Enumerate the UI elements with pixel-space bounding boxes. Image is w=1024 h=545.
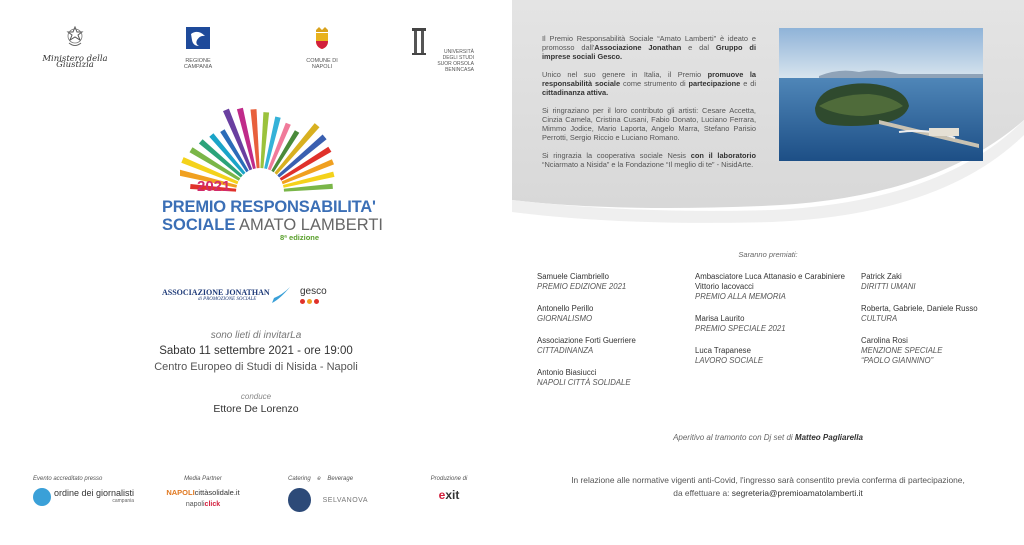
gesco-dots-icon xyxy=(300,299,327,304)
awardee-entry xyxy=(537,336,682,356)
awardee-category: PREMIO ALLA MEMORIA xyxy=(695,292,786,301)
intro-paragraph-2: Unico nel suo genere in Italia, il Premio promuove la responsabilità sociale come strumento di partecipazione e di cittadinanza attiva. xyxy=(542,70,756,97)
exit-e: e xyxy=(438,488,446,502)
comune-caption: COMUNE DI NAPOLI xyxy=(306,58,338,70)
ordine-region: campania xyxy=(112,498,135,504)
awardee-category: DIRITTI UMANI xyxy=(861,282,916,291)
premio-title xyxy=(162,198,383,234)
regione-shield-icon xyxy=(185,26,211,50)
regione-caption: REGIONE CAMPANIA xyxy=(183,58,213,70)
napoli-click-logo xyxy=(158,501,248,508)
awardee-entry xyxy=(695,346,845,366)
awardee-name: Associazione Forti Guerriere xyxy=(537,336,636,345)
awardee-entry xyxy=(537,368,682,388)
jonathan-name: ASSOCIAZIONE JONATHAN xyxy=(162,288,270,297)
catering-circle-logo-icon xyxy=(288,488,311,512)
regione-logo xyxy=(178,26,218,70)
awardee-category: CITTADINANZA xyxy=(537,346,594,355)
awardee-category: LAVORO SOCIALE xyxy=(695,356,764,365)
awardee-entry xyxy=(537,304,682,324)
awardee-name: Patrick Zaki xyxy=(861,272,902,281)
selvanova-logo: SELVANOVA xyxy=(322,496,368,504)
covid-line-1: In relazione alle normative vigenti anti-Covid, l'ingresso sarà consentito previa conferma di partecipazione, xyxy=(571,475,965,485)
associazione-jonathan-logo xyxy=(162,288,282,302)
awardee-category: PREMIO EDIZIONE 2021 xyxy=(537,282,627,291)
napoli-click-word-b: click xyxy=(204,501,221,508)
awardee-entry xyxy=(695,314,845,334)
media-partner-block xyxy=(158,476,248,508)
awardee-category: GIORNALISMO xyxy=(537,314,593,323)
media-partner-label: Media Partner xyxy=(184,476,222,482)
covid-line-2: da effettuare a: segreteria@premioamatolamberti.it xyxy=(673,488,863,498)
awardee-entry xyxy=(861,272,1011,292)
awardee-name: Roberta, Gabriele, Daniele Russo xyxy=(861,304,978,313)
comune-crest-icon xyxy=(313,26,331,50)
edition-label: 8ª edizione xyxy=(280,233,320,242)
gesco-name: gesco xyxy=(300,286,327,297)
premio-title-line2 xyxy=(162,216,383,234)
ministero-logo xyxy=(30,26,120,68)
intro-paragraph-4: Si ringrazia la cooperativa sociale Nesis con il laboratorio “Nciarmato a Nisida” e la Fondazione “Il meglio di te” - NisidArte. xyxy=(542,151,756,169)
napoli-word: NAPOLI xyxy=(166,488,195,497)
universita-tower-icon xyxy=(410,26,430,56)
italy-emblem-icon xyxy=(66,26,84,48)
awardees-column-1 xyxy=(537,272,682,400)
jonathan-swoosh-icon xyxy=(270,285,292,305)
awardee-category-extra: “PAOLO GIANNINO” xyxy=(861,356,934,365)
citta-solidale-word: cittàsolidale.it xyxy=(194,488,240,497)
awardee-entry xyxy=(861,304,1011,324)
awardee-name: Carolina Rosi xyxy=(861,336,908,345)
awardee-entry xyxy=(861,336,1011,366)
premio-title-sociale: SOCIALE xyxy=(162,216,236,234)
invite-date: Sabato 11 settembre 2021 - ore 19:00 xyxy=(159,345,353,357)
awardee-category: NAPOLI CITTÀ SOLIDALE xyxy=(537,378,631,387)
intro-paragraph-1: Il Premio Responsabilità Sociale “Amato Lamberti” è ideato e promosso dall'Associazione Jonathan e dal Gruppo di imprese sociali Gesco. xyxy=(542,34,756,61)
exit-logo xyxy=(424,488,474,502)
invite-lieti: sono lieti di invitarLa xyxy=(210,330,302,341)
covid-notice xyxy=(512,474,1024,500)
jonathan-subtitle: di PROMOZIONE SOCIALE xyxy=(198,297,257,302)
awardee-name: Ambasciatore Luca Attanasio e Carabiniere Vittorio Iacovacci xyxy=(695,272,845,291)
awardee-name: Samuele Ciambriello xyxy=(537,272,609,281)
ordine-name: ordine dei giornalisti xyxy=(54,488,135,498)
premiati-title: Saranno premiati: xyxy=(738,250,798,259)
napoli-click-word-a: napoli xyxy=(185,501,205,508)
awardee-category: PREMIO SPECIALE 2021 xyxy=(695,324,786,333)
accredited-block xyxy=(33,476,134,506)
intro-text xyxy=(542,34,756,178)
rsvp-email-link[interactable]: segreteria@premioamatolamberti.it xyxy=(731,488,863,498)
awardee-name: Luca Trapanese xyxy=(695,346,751,355)
invite-host: Ettore De Lorenzo xyxy=(213,403,299,415)
invitation-back xyxy=(512,0,1024,545)
nisida-island-photo xyxy=(779,28,983,161)
exit-rest: xit xyxy=(445,488,460,502)
awardee-name: Antonello Perillo xyxy=(537,304,594,313)
gesco-logo xyxy=(300,286,327,304)
intro-paragraph-3: Si ringraziano per il loro contributo gli artisti: Cesare Accetta, Cinzia Camela, Cristina Cusani, Fabio Donato, Luciano Ferrara, Mimmo Jodice, Mario Laporta, Angelo Marra, Stefano Parisio Perrotti, Sergio Riccio e Luciano Romano. xyxy=(542,106,756,142)
awardee-entry xyxy=(695,272,845,302)
awardees-column-3 xyxy=(861,272,1011,378)
catering-block xyxy=(288,476,368,512)
awardee-name: Marisa Laurito xyxy=(695,314,745,323)
produzione-label: Produzione di xyxy=(430,476,468,482)
aperitivo-note: Aperitivo al tramonto con Dj set di Matteo Pagliarella xyxy=(673,433,863,442)
event-year: 2021 xyxy=(197,178,231,195)
awardees-column-2 xyxy=(695,272,845,378)
awardee-name: Antonio Biasiucci xyxy=(537,368,597,377)
accredited-label: Evento accreditato presso xyxy=(33,476,103,482)
napoli-citta-solidale-logo xyxy=(158,488,248,497)
ordine-circle-icon xyxy=(33,488,51,506)
premio-title-line1: PREMIO RESPONSABILITA' xyxy=(162,198,376,216)
comune-logo xyxy=(300,26,344,70)
awardee-category: CULTURA xyxy=(861,314,898,323)
invite-venue: Centro Europeo di Studi di Nisida - Napoli xyxy=(154,361,358,373)
invite-conduce-label: conduce xyxy=(240,392,272,401)
produzione-block xyxy=(424,476,474,502)
universita-logo xyxy=(410,26,474,73)
premio-title-lamberti: AMATO LAMBERTI xyxy=(239,216,383,234)
awardee-entry xyxy=(537,272,682,292)
dj-name: Matteo Pagliarella xyxy=(794,433,863,442)
ordine-giornalisti-logo xyxy=(33,488,134,506)
universita-caption: UNIVERSITÀ DEGLI STUDI SUOR ORSOLA BENINCASA xyxy=(437,49,474,73)
catering-label: Catering e Beverage xyxy=(288,476,354,482)
ministero-caption: Ministero della Giustizia xyxy=(42,54,108,70)
awardee-category: MENZIONE SPECIALE xyxy=(861,346,943,355)
